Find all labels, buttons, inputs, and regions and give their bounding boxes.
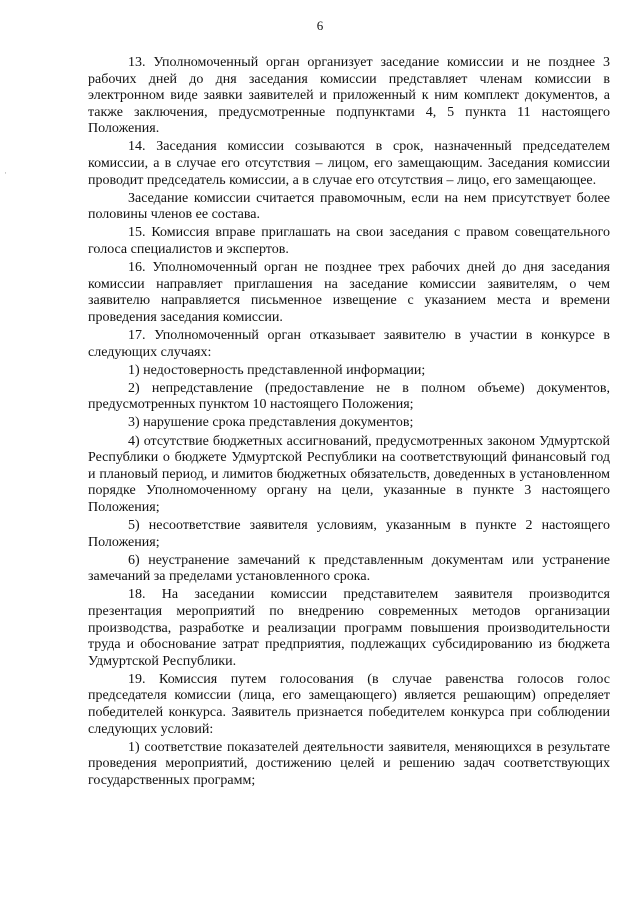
list-item-17-4: 4) отсутствие бюджетных ассигнований, предусмотренных законом Удмуртской Республики о бюджете Удмуртской Республики на соответствующий финансовый год и плановый период, и лимитов бюджетных обязательств, доведенных в установленном порядке Уполномоченному органу на цели, указанные в пункте 3 настоящего Положения;: [88, 433, 610, 515]
list-item-17-1: 1) недостоверность представленной информации;: [128, 362, 426, 378]
list-item-17-5: 5) несоответствие заявителя условиям, указанным в пункте 2 настоящего Положения;: [88, 518, 610, 550]
margin-mark: ·: [4, 168, 7, 178]
paragraph-17: 17. Уполномоченный орган отказывает заявителю в участии в конкурсе в следующих случаях:: [88, 328, 610, 360]
paragraph-19: 19. Комиссия путем голосования (в случае равенства голосов голос председателя комиссии (лица, его замещающего) является решающим) определяет победителей конкурса. Заявитель признается победителем конкурса при соблюдении следующих условий:: [88, 671, 610, 737]
list-item-17-6: 6) неустранение замечаний к представленным документам или устранение замечаний за пределами установленного срока.: [88, 552, 610, 585]
paragraph-16: 16. Уполномоченный орган не позднее трех рабочих дней до дня заседания комиссии направляет приглашения на заседание комиссии заявителям, о чем заявителю направляется письменное извещение с указанием места и времени проведения заседания комиссии.: [88, 260, 610, 325]
paragraph-13: 13. Уполномоченный орган организует заседание комиссии и не позднее 3 рабочих дней до дня заседания комиссии представляет членам комиссии в электронном виде заявки заявителей и приложенный к ним комплект документов, а также заключения, предусмотренные подпунктами 4, 5 пункта 11 настоящего Положения.: [88, 55, 610, 137]
document-body: [88, 55, 610, 791]
paragraph-18: 18. На заседании комиссии представителем заявителя производится презентация мероприятий по внедрению современных методов организации производства, разработке и реализации программ повышения производительности труда и обоснование затрат предприятия, подлежащих субсидированию из бюджета Удмуртской Республики.: [88, 587, 610, 669]
page-number: 6: [316, 18, 324, 33]
list-item-17-3: 3) нарушение срока представления документов;: [128, 415, 414, 431]
list-item-19-1: 1) соответствие показателей деятельности заявителя, меняющихся в результате проведения мероприятий, достижению целей и решению задач соответствующих государственных программ;: [88, 739, 610, 788]
list-item-17-2: 2) непредставление (предоставление не в полном объеме) документов, предусмотренных пунктом 10 настоящего Положения;: [88, 380, 610, 413]
paragraph-15: 15. Комиссия вправе приглашать на свои заседания с правом совещательного голоса специалистов и экспертов.: [88, 225, 610, 258]
paragraph-quorum: Заседание комиссии считается правомочным, если на нем присутствует более половины членов ее состава.: [88, 190, 610, 223]
paragraph-14: 14. Заседания комиссии созываются в срок, назначенный председателем комиссии, а в случае его отсутствия – лицом, его замещающим. Заседания комиссии проводит председатель комиссии, а в случае его отсутствия – лицо, его замещающее.: [88, 139, 610, 188]
